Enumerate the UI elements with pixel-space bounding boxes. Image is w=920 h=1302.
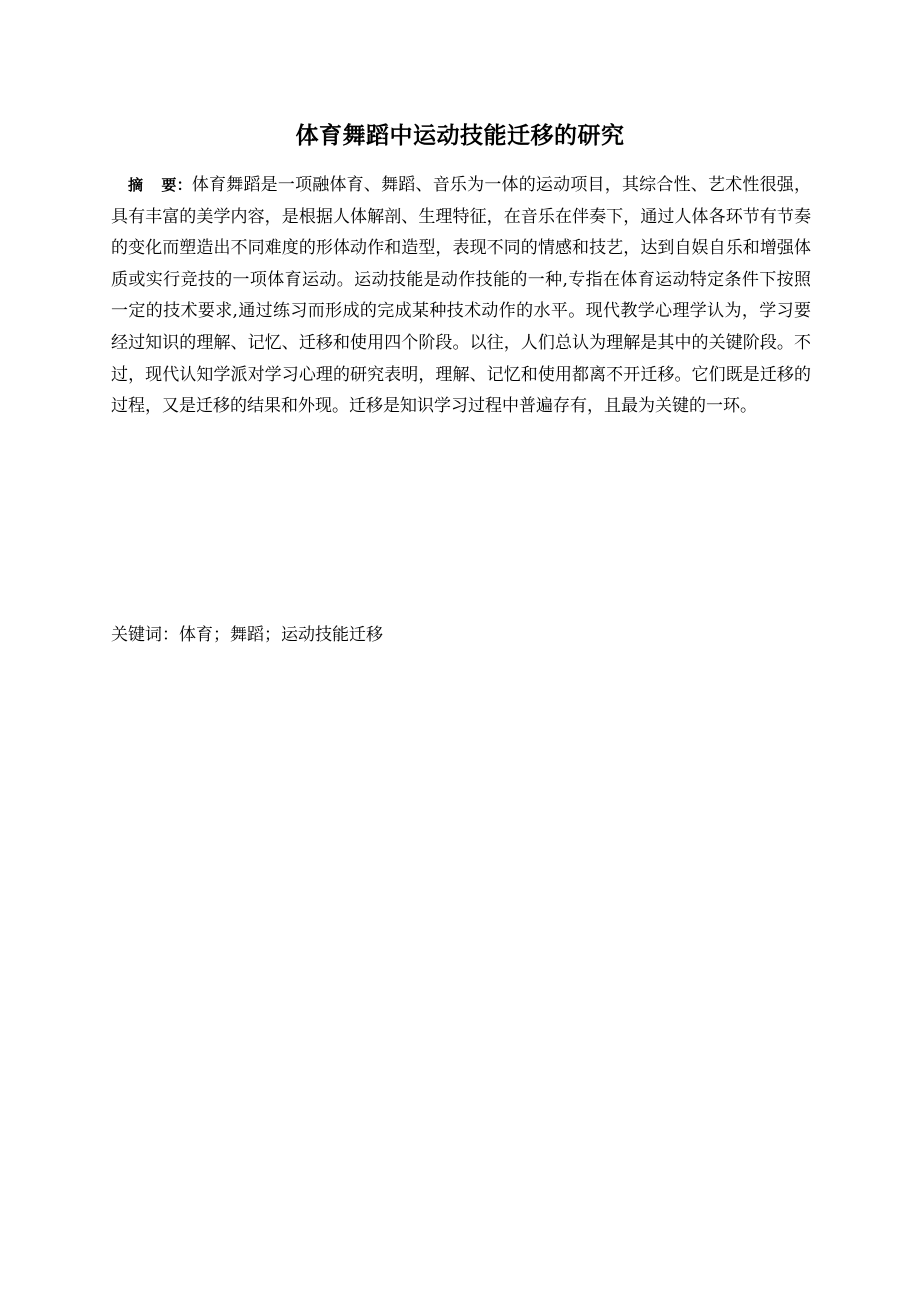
abstract-paragraph [111,170,811,423]
document-title: 体育舞蹈中运动技能迁移的研究 [295,123,625,149]
abstract-label-first: 摘 [128,176,144,194]
abstract-text: 体育舞蹈是一项融体育、舞蹈、音乐为一体的运动项目，其综合性、艺术性很强，具有丰富的美学内容，是根据人体解剖、生理特征，在音乐在伴奏下，通过人体各环节有节奏的变化而塑造出不同难度的形体动作和造型，表现不同的情感和技艺，达到自娱自乐和增强体质或实行竞技的一项体育运动。运动技能是动作技能的一种,专指在体育运动特定条件下按照一定的技术要求,通过练习而形成的完成某种技术动作的水平。现代教学心理学认为，学习要经过知识的理解、记忆、迁移和使用四个阶段。以往，人们总认为理解是其中的关键阶段。不过，现代认知学派对学习心理的研究表明，理解、记忆和使用都离不开迁移。它们既是迁移的过程，又是迁移的结果和外现。迁移是知识学习过程中普遍存有，且最为关键的一环。 [111,175,811,417]
keywords-label: 关键词： [111,625,179,645]
keywords-text: 体育；舞蹈；运动技能迁移 [179,625,383,645]
keywords-line [111,620,811,651]
abstract-label-second: 要： [161,176,192,194]
abstract-label [111,176,192,194]
